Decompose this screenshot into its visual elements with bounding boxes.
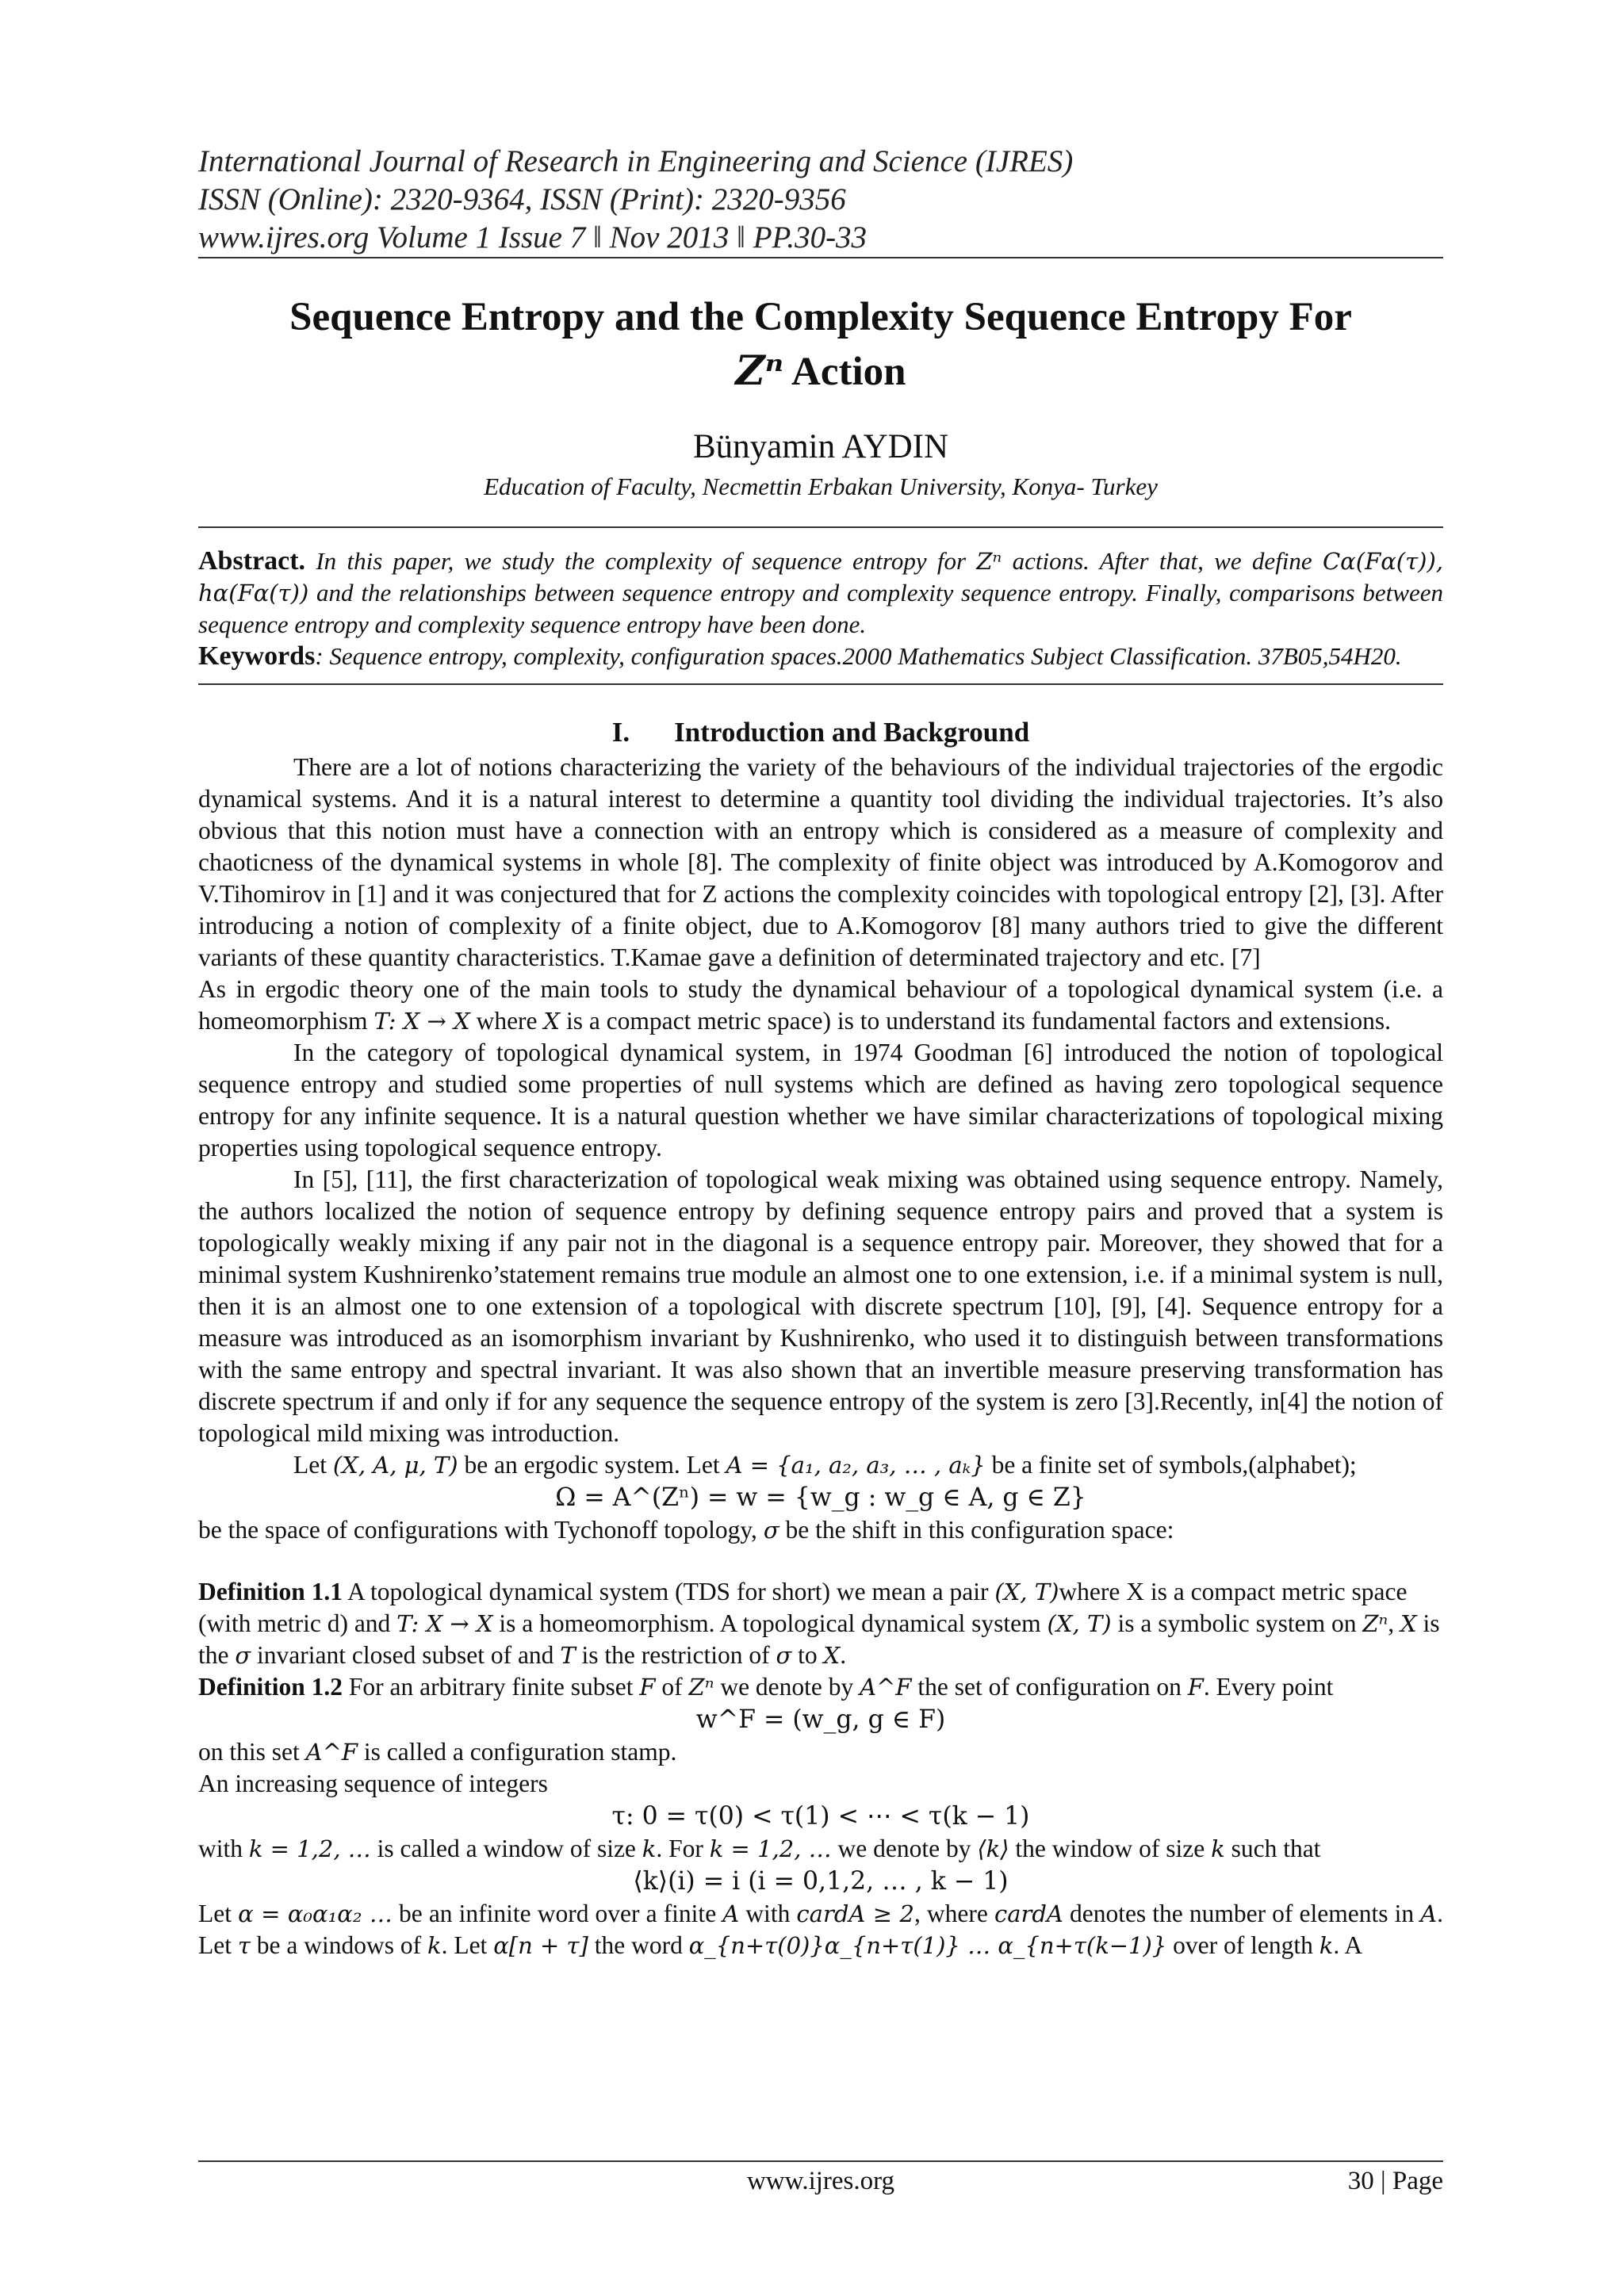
keywords-text: : Sequence entropy, complexity, configuration spaces.2000 Mathematics Subject Classification. 37B05,54H20. — [315, 642, 1402, 670]
abstract-math-2: Cα(Fα(τ)), hα(Fα(τ)) — [198, 548, 1443, 607]
p10-c: with — [739, 1900, 797, 1927]
abstract-text-3: and the relationships between sequence entropy and complexity sequence entropy. Finally, comparisons between sequence entropy and complexity sequence entropy have been done. — [198, 579, 1443, 638]
p10-a: Let — [198, 1900, 239, 1927]
paragraph-8: An increasing sequence of integers — [198, 1770, 548, 1797]
journal-volume: www.ijres.org Volume 1 Issue 7 ǁ Nov 2013 ǁ PP.30-33 — [198, 220, 868, 254]
d11-b: where X is a compact metric space (with metric d) and — [198, 1578, 1408, 1637]
abstract-text-2: actions. After that, we define — [1002, 547, 1323, 575]
p10-m3: cardA ≥ 2 — [796, 1900, 914, 1927]
d11-j: . — [840, 1641, 847, 1669]
p5-text-b: be an ergodic system. Let — [458, 1451, 726, 1479]
p6-math: σ — [763, 1517, 779, 1544]
paragraph-9 — [198, 1833, 1443, 1865]
p9-d: we denote by — [831, 1835, 978, 1862]
abstract-block — [198, 528, 1443, 683]
p10-m8: α[n + τ] — [493, 1932, 588, 1959]
d11-e: , — [1388, 1609, 1401, 1637]
section-title: Introduction and Background — [674, 717, 1030, 748]
title-rest: Action — [783, 350, 906, 394]
p9-m3: k = 1,2, … — [709, 1835, 832, 1862]
p7-b: is called a configuration stamp. — [358, 1738, 677, 1766]
d11-m4: Zⁿ — [1362, 1610, 1388, 1637]
d12-c: we denote by — [714, 1673, 860, 1701]
d11-a: A topological dynamical system (TDS for short) we mean a pair — [343, 1578, 995, 1605]
paragraph-7 — [198, 1736, 1443, 1768]
author-affiliation: Education of Faculty, Necmettin Erbakan University, Konya- Turkey — [484, 473, 1158, 500]
d11-g: invariant closed subset of and — [251, 1641, 561, 1669]
d11-m7: T — [560, 1642, 576, 1669]
d11-m9: X — [823, 1642, 841, 1669]
p10-m4: cardA — [994, 1900, 1063, 1927]
p10-m7: k — [427, 1932, 442, 1959]
d12-m4: F — [1187, 1674, 1204, 1701]
p10-i: the word — [588, 1931, 689, 1959]
spacer — [198, 1546, 1443, 1576]
d11-h: is the restriction of — [575, 1641, 776, 1669]
d11-f: is the — [198, 1609, 1440, 1669]
d11-d: is a symbolic system on — [1111, 1609, 1363, 1637]
p2-text-b: where — [469, 1007, 544, 1035]
p10-f: . Let — [198, 1900, 1443, 1959]
p10-g: be a windows of — [250, 1931, 427, 1959]
p10-h: . Let — [441, 1931, 494, 1959]
p9-b: is called a window of size — [370, 1835, 642, 1862]
p2-text-a: As in ergodic theory one of the main tools to study the dynamical behaviour of a topological dynamical system (i.e. a homeomorphism — [198, 975, 1443, 1035]
page-footer — [198, 2160, 1443, 2202]
d11-m3: (X, T) — [1047, 1610, 1112, 1637]
definition-1-2 — [198, 1671, 1443, 1703]
equation-window: τ: 0 = τ(0) < τ(1) < ⋯ < τ(k − 1) — [611, 1802, 1030, 1831]
p10-j: over of length — [1166, 1931, 1320, 1959]
header-rule — [198, 257, 1443, 258]
journal-name: International Journal of Research in Engineering and Science (IJRES) — [198, 144, 1074, 178]
d12-e: . Every point — [1203, 1673, 1334, 1701]
equation-configuration: w^F = (w_g, g ∈ F) — [695, 1705, 946, 1734]
p9-m2: k — [642, 1835, 657, 1862]
p5-text-c: be a finite set of symbols,(alphabet); — [985, 1451, 1357, 1479]
paragraph-1: There are a lot of notions characterizing the variety of the behaviours of the individual trajectories of the ergodic dynamical systems. And it is a natural interest to determine a quantity tool dividing the individual trajectories. It’s also obvious that this notion must have a connection with an entropy which is considered as a measure of complexity and chaoticness of the dynamical systems in whole [8]. The complexity of finite object was introduced by A.Komogorov and V.Tihomirov in [1] and it was conjectured that for Z actions the complexity coincides with topological entropy [2], [3]. After introducing a notion of complexity of a finite object, due to A.Komogorov [8] many authors tried to give the different variants of these quantity characteristics. T.Kamae gave a definition of determinated trajectory and etc. [7] — [198, 753, 1443, 971]
p9-m5: k — [1211, 1835, 1225, 1862]
page-body — [198, 143, 1443, 1961]
d11-m2: T: X → X — [396, 1610, 493, 1637]
abstract-math-1: Zⁿ — [976, 548, 1002, 575]
paragraph-10 — [198, 1898, 1443, 1961]
d11-m8: σ — [776, 1642, 792, 1669]
p10-e: denotes the number of elements in — [1063, 1900, 1421, 1927]
p2-math-2: X — [543, 1008, 561, 1035]
d11-m6: σ — [235, 1642, 251, 1669]
footer-site: www.ijres.org — [746, 2167, 895, 2195]
paragraph-5 — [198, 1449, 1443, 1481]
p9-e: the window of size — [1009, 1835, 1212, 1862]
journal-header — [198, 143, 1443, 257]
p10-m5: A — [1420, 1900, 1438, 1927]
keywords-label: Keywords — [198, 641, 316, 671]
p10-b: be an infinite word over a finite — [392, 1900, 723, 1927]
paragraph-3: In the category of topological dynamical system, in 1974 Goodman [6] introduced the notion of topological sequence entropy and studied some properties of null systems which are defined as having zero topological sequence entropy for any infinite sequence. It is a natural question whether we have similar characterizations of topological mixing properties using topological sequence entropy. — [198, 1039, 1443, 1161]
abstract-label: Abstract. — [198, 546, 306, 576]
p10-m9: α_{n+τ(0)}α_{n+τ(1)} … α_{n+τ(k−1)} — [688, 1932, 1167, 1959]
d11-i: to — [791, 1641, 824, 1669]
d11-m1: (X, T) — [994, 1578, 1059, 1605]
equation-k-window: ⟨k⟩(i) = i (i = 0,1,2, … , k − 1) — [633, 1867, 1009, 1896]
title-line-2 — [198, 344, 1443, 399]
p5-text-a: Let — [293, 1451, 333, 1479]
paper-title — [198, 290, 1443, 399]
d12-m3: A^F — [860, 1674, 912, 1701]
p10-d: , where — [914, 1900, 994, 1927]
paragraph-6 — [198, 1514, 1443, 1546]
d12-a: For an arbitrary finite subset — [343, 1673, 640, 1701]
abstract-text-1: In this paper, we study the complexity of sequence entropy for — [305, 547, 977, 575]
p10-m2: A — [722, 1900, 740, 1927]
abstract-bottom-rule — [198, 683, 1443, 685]
p10-m6: τ — [237, 1932, 251, 1959]
p7-a: on this set — [198, 1738, 306, 1766]
p9-f: such that — [1224, 1835, 1321, 1862]
p9-a: with — [198, 1835, 249, 1862]
paragraph-4: In [5], [11], the first characterization of topological weak mixing was obtained using sequence entropy. Namely, the authors localized the notion of sequence entropy by defining sequence entropy pairs and proved that a system is topologically weakly mixing if any pair not in the diagonal is a sequence entropy pair. Moreover, they showed that for a minimal system Kushnirenko’statement remains true module an almost one to one extension, i.e. if a minimal system is null, then it is an almost one to one extension of a topological with discrete spectrum [10], [9], [4]. Sequence entropy for a measure was introduced as an isomorphism invariant by Kushnirenko, who used it to distinguish between transformations with the same entropy and spectral invariant. It was also shown that an invertible measure preserving transformation has discrete spectrum if and only if for any sequence the sequence entropy of the system is zero [3].Recently, in[4] the notion of topological mild mixing was introduction. — [198, 1165, 1443, 1447]
journal-issn: ISSN (Online): 2320-9364, ISSN (Print): 2320-9356 — [198, 182, 846, 216]
d11-c: is a homeomorphism. A topological dynamical system — [492, 1609, 1048, 1637]
section-heading — [198, 717, 1443, 748]
def-1-2-label: Definition 1.2 — [198, 1673, 343, 1701]
equation-omega: Ω = A^(Zⁿ) = w = {w_g : w_g ∈ A, g ∈ Z} — [555, 1483, 1086, 1512]
section-number: I. — [611, 717, 630, 748]
keywords-line — [198, 641, 1443, 672]
p9-m1: k = 1,2, … — [248, 1835, 371, 1862]
p5-math-2: A = {a₁, a₂, a₃, … , aₖ} — [726, 1452, 986, 1479]
footer-page-number: 30 | Page — [1347, 2167, 1443, 2195]
p10-k: . A — [1333, 1931, 1363, 1959]
author-name: Bünyamin AYDIN — [692, 428, 949, 465]
p2-math-1: T: X → X — [373, 1008, 470, 1035]
definition-1-1 — [198, 1576, 1443, 1671]
d12-b: of — [655, 1673, 689, 1701]
p7-m: A^F — [305, 1739, 358, 1766]
d11-m5: X — [1400, 1610, 1417, 1637]
p10-m1: α = α₀α₁α₂ … — [238, 1900, 393, 1927]
p5-math-1: (X, A, μ, T) — [332, 1452, 458, 1479]
d12-d: the set of configuration on — [911, 1673, 1188, 1701]
d12-m2: Zⁿ — [688, 1674, 714, 1701]
p6-text-b: be the shift in this configuration space: — [779, 1516, 1174, 1544]
title-math: Zⁿ — [735, 347, 784, 395]
p6-text-a: be the space of configurations with Tychonoff topology, — [198, 1516, 764, 1544]
def-1-1-label: Definition 1.1 — [198, 1578, 343, 1605]
d12-m1: F — [639, 1674, 656, 1701]
title-line-1: Sequence Entropy and the Complexity Sequence Entropy For — [289, 295, 1352, 339]
p10-m10: k — [1319, 1932, 1334, 1959]
paragraph-2 — [198, 974, 1443, 1037]
p9-c: . For — [656, 1835, 710, 1862]
p9-m4: ⟨k⟩ — [977, 1835, 1009, 1862]
p2-text-c: is a compact metric space) is to understand its fundamental factors and extensions. — [560, 1007, 1391, 1035]
